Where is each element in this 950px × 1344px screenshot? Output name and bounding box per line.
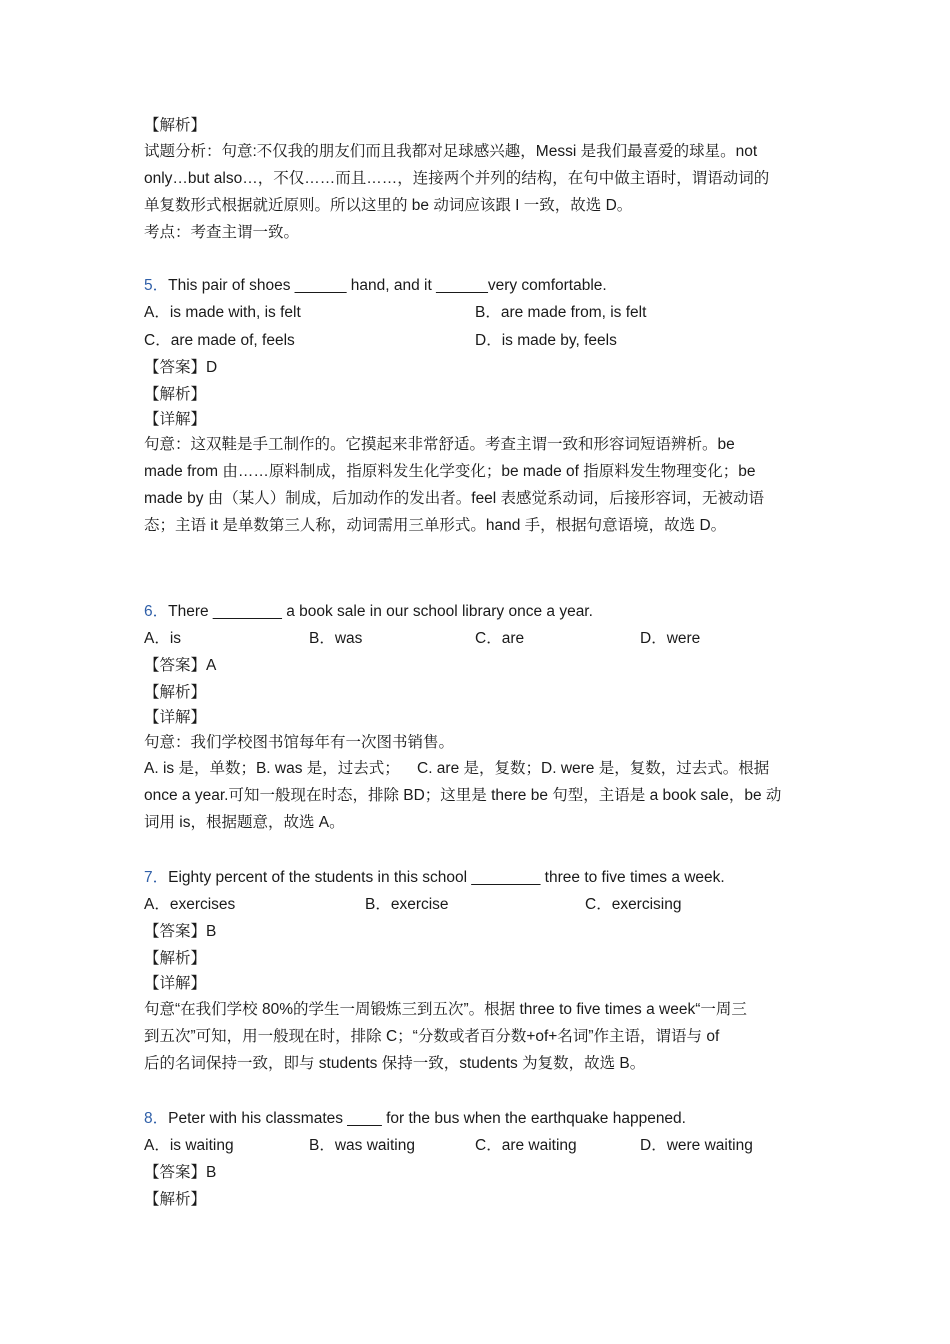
analysis-line: 试题分析：句意:不仅我的朋友们而且我都对足球感兴趣，Messi 是我们最喜爱的球星。not: [144, 143, 758, 160]
question-stem: Peter with his classmates ____ for the bus when the earthquake happened.: [168, 1110, 686, 1127]
answer-label: 【答案】B: [144, 923, 217, 940]
question-number: 8．: [144, 1110, 169, 1127]
analysis-line: 单复数形式根据就近原则。所以这里的 be 动词应该跟 I 一致，故选 D。: [144, 197, 633, 214]
xiangjie-label: 【详解】: [144, 975, 207, 992]
answer-label: 【答案】A: [144, 657, 217, 674]
explanation-line: 后的名词保持一致，即与 students 保持一致，students 为复数，故选 B。: [144, 1055, 646, 1072]
kaodian-line: 考点：考查主谓一致。: [144, 224, 300, 241]
option-c: C．are: [475, 630, 525, 647]
explanation-line: made by 由（某人）制成，后加动作的发出者。feel 表感觉系动词，后接形容词，无被动语: [144, 490, 765, 507]
explanation-line: once a year.可知一般现在时态，排除 BD；这里是 there be 句型，主语是 a book sale，be 动: [144, 787, 782, 804]
explanation-line: 词用 is，根据题意，故选 A。: [144, 814, 345, 831]
question-stem: There ________ a book sale in our school library once a year.: [168, 603, 593, 620]
option-a: A．is: [144, 630, 182, 647]
question-7: [144, 868, 824, 888]
question-8: [144, 1109, 824, 1129]
option-a: A．is waiting: [144, 1137, 234, 1154]
question-5: [144, 276, 824, 296]
question-number: 6．: [144, 603, 169, 620]
option-c: C．exercising: [585, 896, 682, 913]
jiexi-label: 【解析】: [144, 950, 207, 967]
option-c: C．are made of, feels: [144, 332, 295, 349]
option-b: B．exercise: [365, 896, 449, 913]
jiexi-label: 【解析】: [144, 117, 207, 134]
jiexi-label: 【解析】: [144, 684, 207, 701]
jiexi-label: 【解析】: [144, 1191, 207, 1208]
question-6: [144, 602, 824, 622]
explanation-line: 句意“在我们学校 80%的学生一周锻炼三到五次”。根据 three to five times a week“一周三: [144, 1001, 747, 1018]
option-d: D．were waiting: [640, 1137, 753, 1154]
explanation-line: 句意：这双鞋是手工制作的。它摸起来非常舒适。考查主谓一致和形容词短语辨析。be: [144, 436, 735, 453]
xiangjie-label: 【详解】: [144, 709, 207, 726]
question-stem: Eighty percent of the students in this school ________ three to five times a week.: [168, 869, 725, 886]
explanation-line: made from 由……原料制成，指原料发生化学变化；be made of 指原料发生物理变化；be: [144, 463, 756, 480]
xiangjie-label: 【详解】: [144, 411, 207, 428]
explanation-line: 句意：我们学校图书馆每年有一次图书销售。: [144, 734, 455, 751]
option-c: C．are waiting: [475, 1137, 577, 1154]
option-b: B．was waiting: [309, 1137, 415, 1154]
question-number: 5．: [144, 277, 169, 294]
option-b: B．are made from, is felt: [475, 304, 647, 321]
option-d: D．is made by, feels: [475, 332, 617, 349]
explanation-line: A. is 是，单数；B. was 是，过去式； C. are 是，复数；D. were 是，复数，过去式。根据: [144, 760, 770, 777]
answer-label: 【答案】D: [144, 359, 218, 376]
explanation-line: 态；主语 it 是单数第三人称，动词需用三单形式。hand 手，根据句意语境，故选 D。: [144, 517, 727, 534]
analysis-line: only…but also…，不仅……而且……，连接两个并列的结构，在句中做主语时，谓语动词的: [144, 170, 770, 187]
jiexi-label: 【解析】: [144, 386, 207, 403]
question-stem: This pair of shoes ______ hand, and it ______very comfortable.: [168, 277, 607, 294]
question-number: 7．: [144, 869, 169, 886]
answer-label: 【答案】B: [144, 1164, 217, 1181]
option-b: B．was: [309, 630, 363, 647]
explanation-line: 到五次”可知，用一般现在时，排除 C；“分数或者百分数+of+名词”作主语，谓语与 of: [144, 1028, 720, 1045]
option-d: D．were: [640, 630, 701, 647]
option-a: A．is made with, is felt: [144, 304, 301, 321]
option-a: A．exercises: [144, 896, 236, 913]
